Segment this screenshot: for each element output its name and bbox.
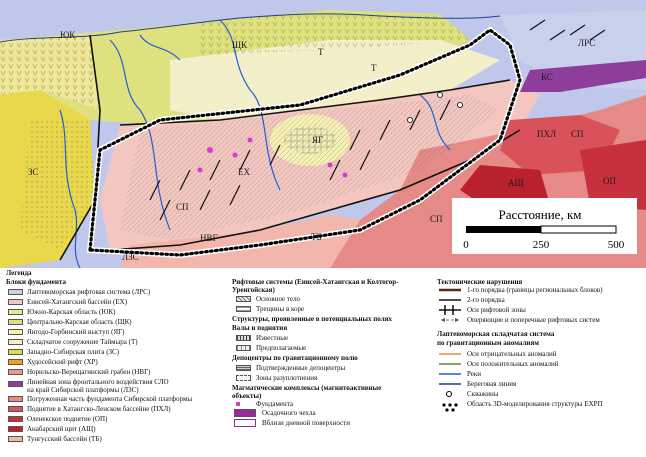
legend-blocks-header: Блоки фундамента (6, 278, 66, 286)
depocenter-decompaction: Зоны разуплотнения (256, 374, 318, 382)
label-yag: ЯГ (312, 135, 324, 145)
laptev-neg: Оси отрицательных аномалий (467, 350, 557, 358)
scale-seg-black (466, 226, 541, 233)
legend-block-sp: Погруженная часть фундамента Сибирской платформы (27, 395, 193, 403)
swatch-ex (8, 299, 23, 305)
magmatic-basement: Фундамента (256, 400, 293, 408)
swatch-yag (8, 329, 23, 335)
label-t2: Т (371, 63, 377, 73)
legend-block-pkhl: Поднятие в Хатангско-Ленском бассейне (ПХЛ) (27, 405, 171, 413)
swatch-magma-basement (236, 402, 240, 406)
label-lzs: ЛЗС (122, 252, 139, 262)
magmatic-surface: Вблизи дневной поверхности (262, 419, 350, 427)
tectonic-rift-axis: Оси рифтовой зоны (467, 306, 526, 314)
depocenter-header: Депоцентры по гравитационному полю (232, 354, 358, 362)
legend-block-t: Складчатое сооружение Таймыра (Т) (27, 338, 138, 346)
swatch-decompaction (236, 375, 251, 381)
magmatic-header-1: Магматические комплексы (магнитоактивные (232, 384, 382, 392)
swatch-shk (8, 319, 23, 325)
legend-block-ex: Енисей-Хатангский бассейн (ЕХ) (27, 298, 128, 306)
label-sp2: СП (176, 202, 189, 212)
ridge-assumed: Предполагаемые (256, 344, 307, 352)
swatch-t (8, 339, 23, 345)
legend-title: Легенда (6, 269, 32, 277)
scale-title: Расстояние, км (498, 207, 582, 222)
legend-block-khr: Худосейский рифт (ХР) (27, 358, 98, 366)
legend-block-zs: Западно-Сибирская плита (ЗС) (27, 348, 120, 356)
legend (0, 268, 646, 457)
label-pkh: ПХЛ (537, 129, 557, 139)
label-ks: КС (541, 72, 553, 82)
label-ashch: АЩ (508, 178, 524, 188)
scale-tick-250: 250 (532, 239, 550, 251)
swatch-nvg (8, 369, 23, 375)
label-sp1: СП (571, 129, 584, 139)
swatch-tb (8, 436, 23, 442)
label-tb: ТБ (311, 232, 322, 242)
legend-block-lzs-2: на край Сибирской платформы (ЛЗС) (27, 386, 139, 394)
legend-block-op: Оленекское поднятие (ОП) (27, 415, 108, 423)
scale-tick-0: 0 (463, 239, 469, 251)
label-ex: ЕХ (238, 167, 250, 177)
legend-block-lrs: Лаптевоморская рифтовая система (ЛРС) (27, 288, 151, 296)
legend-block-shk: Центрально-Карская область (ЩК) (27, 318, 132, 326)
scale-seg-white (541, 226, 616, 233)
label-t1: Т (318, 47, 324, 57)
swatch-ridge-assumed (236, 345, 251, 351)
swatch-depocenter (236, 365, 251, 371)
label-zs: ЗС (28, 167, 39, 177)
line-symbols (439, 350, 464, 390)
tectonic-header: Тектонические нарушения (437, 278, 523, 286)
swatch-sp (8, 396, 23, 402)
ridge-known: Известные (256, 334, 289, 342)
legend-block-tb: Тунгусский бассейн (ТБ) (27, 435, 102, 443)
depocenter-confirmed: Подтвержденные депоцентры (256, 364, 346, 372)
swatch-op (8, 416, 23, 422)
structures-header: Структуры, проявленные в потенциальных полях (232, 315, 392, 323)
laptev-header-2: по гравитационным аномалиям (437, 339, 540, 347)
legend-block-yag: Янгодо-Горбинский выступ (ЯГ) (27, 328, 125, 336)
tectonic-symbols (439, 285, 464, 329)
swatch-magma-cover (234, 409, 256, 417)
swatch-lrs (8, 289, 23, 295)
swatch-rift-body (236, 296, 251, 302)
laptev-header-1: Лаптевоморская складчатая система (437, 330, 555, 338)
scale-bar (452, 198, 637, 254)
swatch-rift-cracks (236, 306, 251, 312)
well-symbol (447, 392, 452, 397)
magmatic-cover: Осадочного чехла (262, 409, 316, 417)
label-sp3: СП (430, 214, 443, 224)
laptev-coast: Береговая линия (467, 380, 517, 388)
tectonic-feather: Оперяющие и поперечные рифтовых систем (467, 316, 600, 324)
scale-tick-500: 500 (607, 239, 625, 251)
other-symbols (439, 389, 464, 413)
legend-block-nvg: Норильско-Верещагинский грабен (НВГ) (27, 368, 151, 376)
label-shk: ЩК (232, 40, 248, 50)
legend-block-ashch: Анабарский щит (АЩ) (27, 425, 96, 433)
swatch-lzs (8, 381, 23, 387)
rift-header-2: Уренгойская) (232, 286, 275, 294)
label-op: ОП (603, 176, 616, 186)
rift-item-cracks: Трещины в коре (256, 305, 305, 313)
tectonic-1st: 1-го порядка (границы региональных блоков) (467, 286, 603, 294)
rift-header-1: Рифтовые системы (Енисей-Хатангская и Колтогор- (232, 278, 399, 286)
legend-3d-area: Область 3D-моделирования структуры ЕХРП (467, 400, 603, 408)
legend-block-lzs-1: Линейная зона фронтального воздействия СЛО (27, 378, 169, 386)
swatch-zs (8, 349, 23, 355)
label-nvg: НВГ (200, 233, 218, 243)
swatch-yuk (8, 309, 23, 315)
laptev-rivers: Реки (467, 370, 482, 378)
swatch-khr (8, 359, 23, 365)
swatch-ridge-known (236, 335, 251, 341)
rift-item-body: Основное тело (256, 295, 301, 303)
swatch-ashch (8, 426, 23, 432)
ridges-header: Валы и поднятия (232, 324, 288, 332)
legend-wells: Скважины (467, 390, 499, 398)
label-lrs: ЛРС (578, 38, 596, 48)
legend-block-yuk: Южно-Карская область (ЮК) (27, 308, 116, 316)
swatch-magma-surface (234, 419, 256, 427)
tectonic-2nd: 2-го порядка (467, 296, 505, 304)
magmatic-header-2: объекты) (232, 392, 262, 400)
laptev-pos: Оси положительных аномалий (467, 360, 559, 368)
label-yuk: ЮК (60, 30, 76, 40)
swatch-pkhl (8, 406, 23, 412)
